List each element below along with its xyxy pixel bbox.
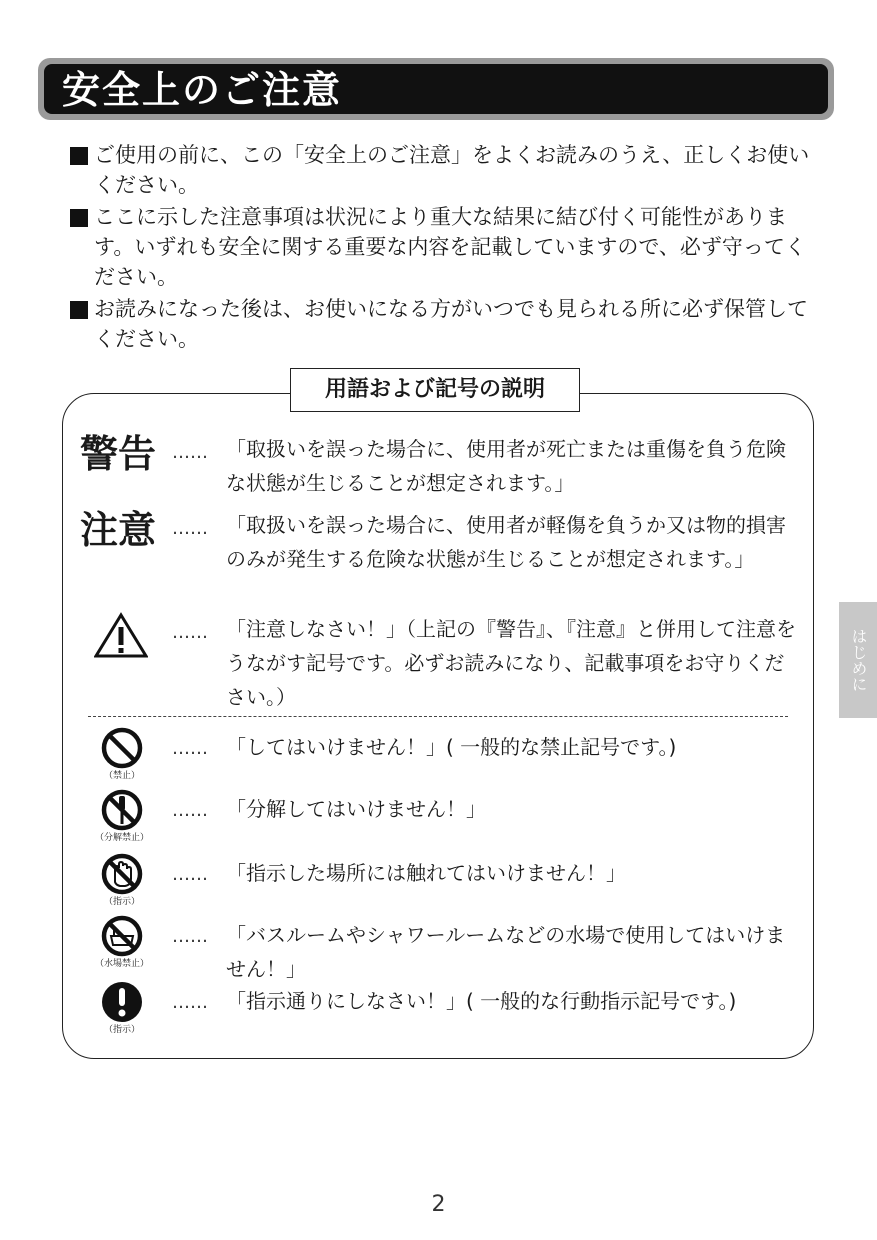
leader-dots: ……	[172, 442, 208, 463]
caution-text: 「取扱いを誤った場合に、使用者が軽傷を負うか又は物的損害のみが発生する危険な状態が生じることが想定されます。」	[226, 513, 786, 571]
title-bar-inner	[44, 64, 828, 114]
intro-item: ご使用の前に、この「安全上のご注意」をよくお読みのうえ、正しくお使いください。	[70, 140, 810, 200]
bullet-square-icon	[70, 209, 88, 227]
symbol-text: 「バスルームやシャワールームなどの水場で使用してはいけません！」	[226, 923, 786, 981]
dashed-divider	[88, 716, 788, 717]
leader-dots: ……	[172, 738, 208, 759]
leader-dots: ……	[172, 926, 208, 947]
symbol-text: 「してはいけません！」( 一般的な禁止記号です。)	[226, 735, 677, 759]
title-bar	[38, 58, 834, 120]
page-number: 2	[431, 1192, 446, 1217]
bathtub-icon	[100, 914, 144, 958]
terms-title: 用語および記号の説明	[290, 368, 580, 412]
prohibition-symbol: （禁止）	[92, 726, 152, 782]
no-disassembly-symbol: （分解禁止）	[92, 788, 152, 844]
warning-text: 「取扱いを誤った場合に、使用者が死亡または重傷を負う危険な状態が生じることが想定されます。」	[226, 437, 786, 495]
hand-icon	[100, 852, 144, 896]
symbol-text: 「指示通りにしなさい！」( 一般的な行動指示記号です。)	[226, 989, 737, 1013]
warning-label: 警告	[80, 432, 157, 476]
symbol-text: 「分解してはいけません！」	[226, 797, 486, 821]
alert-text: 「注意しなさい！」（上記の『警告』、『注意』と併用して注意をうながす記号です。必ずお読みになり、記載事項をお守りください。）	[226, 617, 796, 709]
no-water-area-symbol: （水場禁止）	[92, 914, 152, 970]
caution-label: 注意	[80, 508, 157, 552]
intro-list	[70, 140, 810, 356]
prohibition-icon	[100, 726, 144, 770]
bullet-square-icon	[70, 301, 88, 319]
intro-item: ここに示した注意事項は状況により重大な結果に結び付く可能性があります。いずれも安全に関する重要な内容を記載していますので、必ず守ってください。	[70, 202, 810, 292]
leader-dots: ……	[172, 992, 208, 1013]
bullet-square-icon	[70, 147, 88, 165]
leader-dots: ……	[172, 800, 208, 821]
leader-dots: ……	[172, 518, 208, 539]
no-disassembly-icon	[100, 788, 144, 832]
intro-item: お読みになった後は、お使いになる方がいつでも見られる所に必ず保管してください。	[70, 294, 810, 354]
leader-dots: ……	[172, 622, 208, 643]
alert-triangle-icon	[94, 612, 148, 662]
no-touch-symbol: （指示）	[92, 852, 152, 908]
leader-dots: ……	[172, 864, 208, 885]
mandatory-symbol: （指示）	[92, 980, 152, 1036]
exclamation-icon	[100, 980, 144, 1024]
page-title: 安全上のご注意	[62, 68, 343, 112]
side-tab-introduction[interactable]: はじめに	[839, 602, 877, 718]
symbol-text: 「指示した場所には触れてはいけません！」	[226, 861, 626, 885]
